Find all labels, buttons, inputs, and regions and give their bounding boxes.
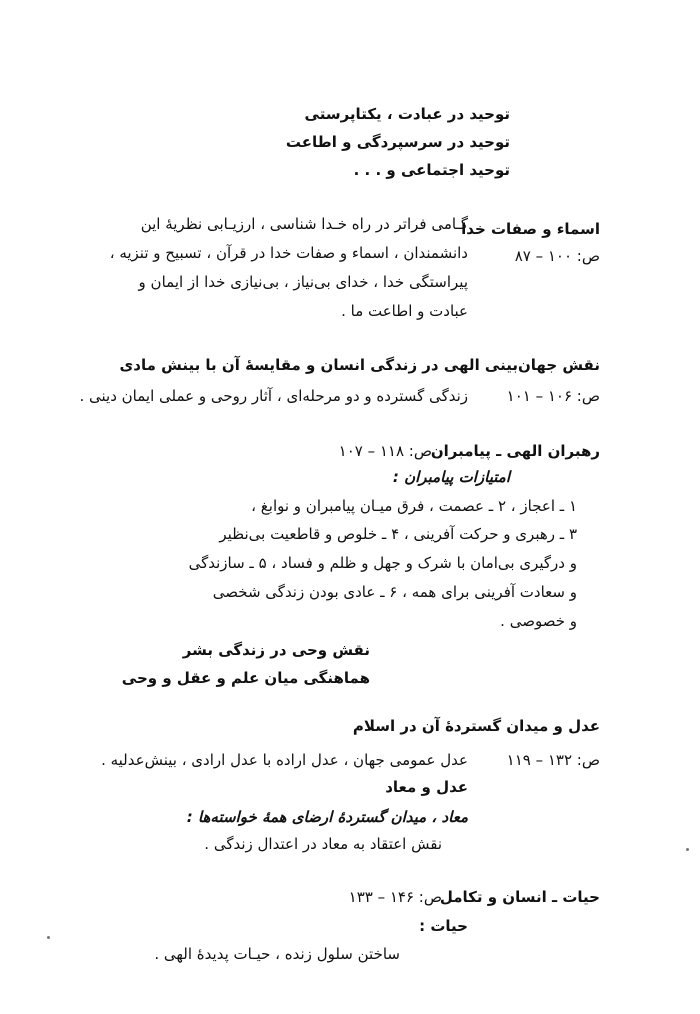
adl-subtitle-1: عدل و معاد: [385, 778, 468, 796]
hayat-body: ساختن سلول زنده ، حیـات پدیدهٔ الهی .: [154, 945, 400, 963]
jahan-body: زندگی گسترده و دو مرحله‌ای ، آثار روحی و عملی ایمان دینی .: [79, 387, 468, 405]
rahbaran-extra-2: هماهنگی میان علم و عقل و وحی: [121, 669, 370, 687]
jahan-pages: ص: ۱۰۶ – ۱۰۱: [506, 387, 600, 405]
asma-body-line-2: دانشمندان ، اسماء و صفات خدا در قرآن ، تسبیح و تنزیه ،: [109, 244, 468, 262]
scan-speck: [686, 848, 689, 851]
asma-title: اسماء و صفات خدا: [461, 220, 600, 238]
adl-subtitle-2: معاد ، میدان گستردهٔ ارضای همهٔ خواسته‌ها :: [186, 808, 468, 826]
hayat-title: حیات ـ انسان و تکامل: [439, 888, 600, 906]
adl-body: عدل عمومی جهان ، عدل اراده با عدل ارادی ، بینش‌عدلیه .: [101, 751, 468, 769]
adl-body-2: نقش اعتقاد به معاد در اعتدال زندگی .: [204, 835, 442, 853]
tawhid-line-1: توحید در عبادت ، یکتاپرستی: [304, 105, 510, 123]
rahbaran-body-line-3: و درگیری بی‌امان با شرک و جهل و ظلم و فساد ، ۵ ـ سازندگی: [188, 554, 577, 572]
asma-body-line-3: پیراستگی خدا ، خدای بی‌نیاز ، بی‌نیازی خدا از ایمان و: [138, 273, 468, 291]
rahbaran-subtitle: امتیازات پیامبران :: [392, 468, 510, 486]
jahan-title: نقش جهان‌بینی الهی در زندگی انسان و مقایسهٔ آن با بینش مادی: [119, 356, 600, 374]
rahbaran-body-line-1: ۱ ـ اعجاز ، ۲ ـ عصمت ، فرق میـان پیامبران و نوابغ ،: [251, 497, 577, 515]
tawhid-line-2: توحید در سرسپردگی و اطاعت: [285, 133, 510, 151]
rahbaran-extra-1: نقش وحی در زندگی بشر: [182, 641, 370, 659]
rahbaran-title: رهبران الهی ـ پیامبران: [430, 442, 600, 460]
rahbaran-body-line-2: ۳ ـ رهبری و حرکت آفرینی ، ۴ ـ خلوص و قاطعیت بی‌نظیر: [219, 525, 577, 543]
scan-speck: [47, 936, 50, 939]
asma-body-line-4: عبادت و اطاعت ما .: [341, 302, 468, 320]
adl-title: عدل و میدان گستردهٔ آن در اسلام: [352, 717, 600, 735]
adl-pages: ص: ۱۳۲ – ۱۱۹: [506, 751, 600, 769]
rahbaran-pages: ص: ۱۱۸ – ۱۰۷: [338, 442, 432, 460]
hayat-subtitle: حیات :: [419, 917, 468, 935]
asma-pages: ص: ۱۰۰ – ۸۷: [514, 247, 600, 265]
hayat-pages: ص: ۱۴۶ – ۱۳۳: [348, 888, 442, 906]
tawhid-line-3: توحید اجتماعی و . . .: [353, 161, 510, 179]
rahbaran-body-line-4: و سعادت آفرینی برای همه ، ۶ ـ عادی بودن زندگی شخصی: [212, 583, 577, 601]
rahbaran-body-line-5: و خصوصی .: [500, 612, 577, 630]
asma-body-line-1: گـامی فراتر در راه خـدا شناسی ، ارزیـابی نظریهٔ این: [140, 215, 468, 233]
